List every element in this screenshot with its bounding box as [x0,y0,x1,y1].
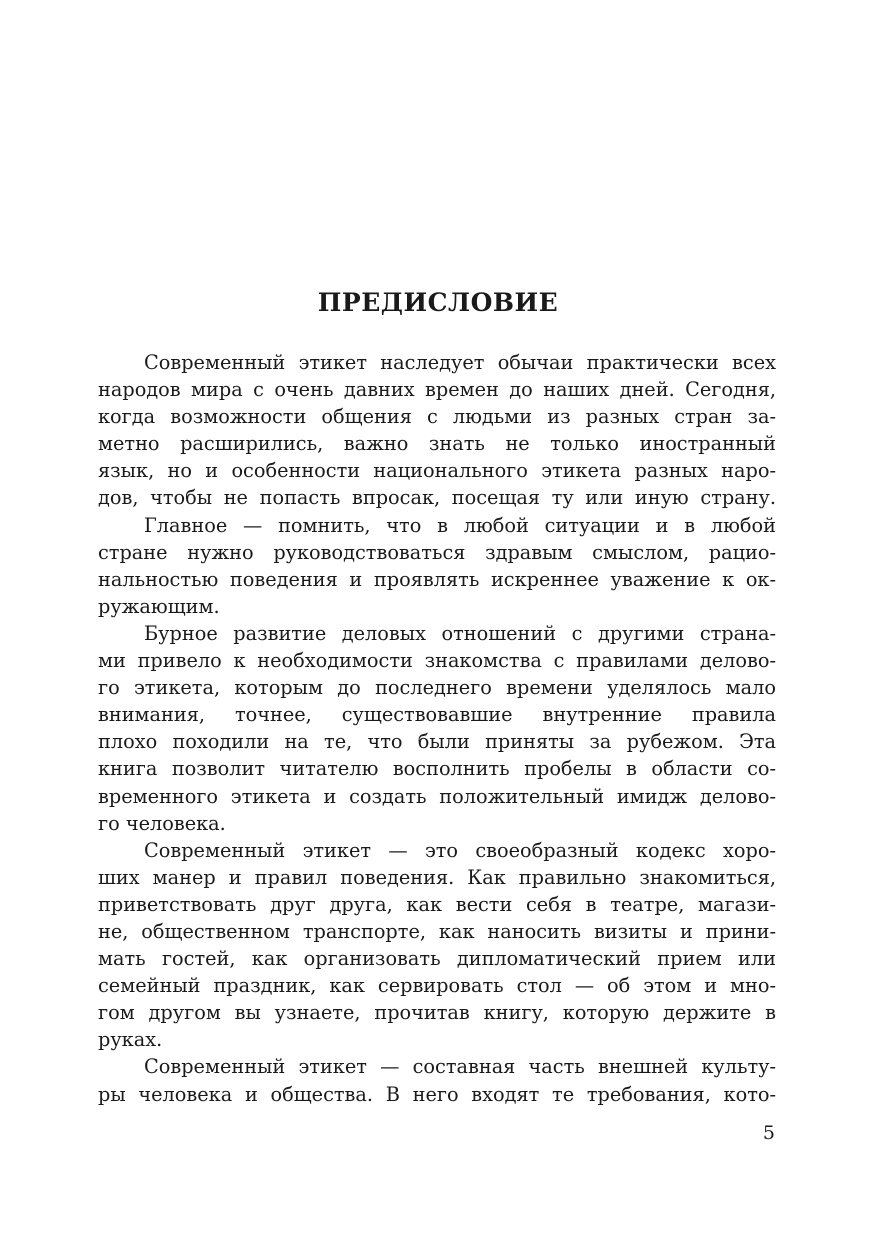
text-line: Бурное развитие деловых отношений с другими страна- [144,621,776,645]
text-line: гом другом вы узнаете, прочитав книгу, которую держите в [98,1001,776,1025]
page-number: 5 [762,1122,775,1144]
text-line: книга позволит читателю восполнить пробелы в области со- [98,757,776,781]
text-line: го этикета, которым до последнего времени уделялось мало [98,676,776,700]
paragraph [98,1053,776,1107]
text-line: плохо походили на те, что были приняты за рубежом. Эта [98,730,776,754]
text-line: стране нужно руководствоваться здравым смыслом, рацио- [98,540,776,564]
text-line: приветствовать друг друга, как вести себя в театре, магази- [98,892,776,916]
text-line: семейный праздник, как сервировать стол — об этом и мно- [98,974,776,998]
body-text [98,349,776,1108]
text-line: го человека. [98,811,226,835]
text-line: нальностью поведения и проявлять искреннее уважение к ок- [98,567,776,591]
text-line: мать гостей, как организовать дипломатический прием или [98,947,776,971]
text-line: Современный этикет наследует обычаи практически всех [144,351,776,374]
text-line: ры человека и общества. В него входят те требования, кото- [98,1082,776,1106]
text-line: руках. [98,1028,163,1052]
paragraph [98,837,776,1054]
text-line: язык, но и особенности национального этикета разных наро- [98,459,776,483]
text-line: когда возможности общения с людьми из разных стран за- [98,405,776,429]
text-line: дов, чтобы не попасть впросак, посещая ту или иную страну. [98,486,776,510]
text-line: не, общественном транспорте, как наносить визиты и прини- [98,919,776,943]
text-line: Современный этикет — это своеобразный кодекс хоро- [144,838,776,862]
text-line: ших манер и правил поведения. Как правильно знакомиться, [98,865,776,889]
text-line: внимания, точнее, существовавшие внутренние правила [98,703,776,727]
text-line: временного этикета и создать положительный имидж делово- [98,784,776,808]
paragraph [98,349,776,512]
text-line: народов мира с очень давних времен до наших дней. Сегодня, [98,378,776,402]
paragraph [98,620,776,837]
text-line: метно расширились, важно знать не только иностранный [98,432,776,456]
text-line: Главное — помнить, что в любой ситуации и в любой [144,513,776,537]
text-line: Современный этикет — составная часть внешней культу- [144,1055,776,1079]
paragraph [98,512,776,620]
text-line: ружающим. [98,594,220,618]
chapter-title: ПРЕДИСЛОВИЕ [317,288,559,317]
text-line: ми привело к необходимости знакомства с правилами делово- [98,649,776,673]
